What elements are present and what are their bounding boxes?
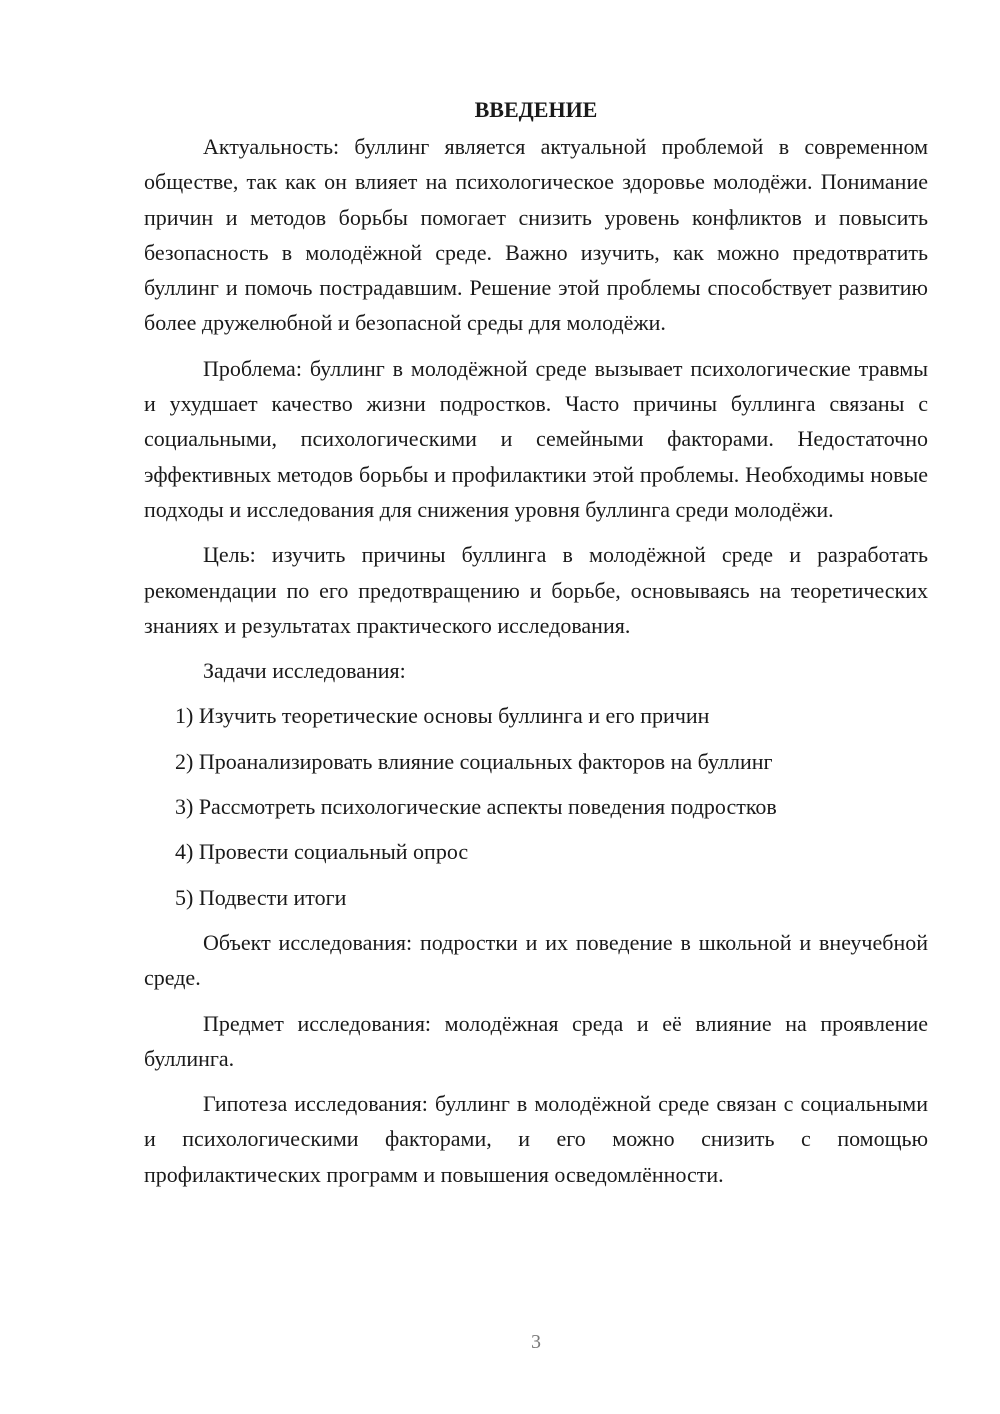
paragraph-goal: Цель: изучить причины буллинга в молодёжной среде и разработать рекомендации по его предотвращению и борьбе, основываясь на теоретических знаниях и результатах практического исследования.	[144, 542, 928, 638]
paragraph-subject: Предмет исследования: молодёжная среда и её влияние на проявление буллинга.	[144, 1010, 928, 1071]
section-heading: ВВЕДЕНИЕ	[474, 97, 598, 122]
task-item: 5) Подвести итоги	[175, 884, 347, 910]
task-list	[144, 698, 928, 914]
tasks-title: Задачи исследования:	[203, 658, 406, 684]
page-number: 3	[531, 1331, 541, 1353]
paragraph-relevance: Актуальность: буллинг является актуальной проблемой в современном обществе, так как он влияет на психологическое здоровье молодёжи. Понимание причин и методов борьбы помогает снизить уровень конфликтов и повысить безопасность в молодёжной среде. Важно изучить, как можно предотвратить буллинг и помочь пострадавшим. Решение этой проблемы способствует развитию более дружелюбной и безопасной среды для молодёжи.	[144, 134, 928, 336]
task-item: 4) Провести социальный опрос	[175, 839, 469, 865]
task-item: 1) Изучить теоретические основы буллинга и его причин	[175, 703, 710, 729]
task-item: 3) Рассмотреть психологические аспекты поведения подростков	[175, 794, 777, 820]
paragraph-hypothesis: Гипотеза исследования: буллинг в молодёжной среде связан с социальными и психологическими факторами, и его можно снизить с помощью профилактических программ и повышения осведомлённости.	[144, 1091, 928, 1187]
paragraph-problem: Проблема: буллинг в молодёжной среде вызывает психологические травмы и ухудшает качество жизни подростков. Часто причины буллинга связаны с социальными, психологическими и семейными факторами. Недостаточно эффективных методов борьбы и профилактики этой проблемы. Необходимы новые подходы и исследования для снижения уровня буллинга среди молодёжи.	[144, 355, 928, 522]
task-item: 2) Проанализировать влияние социальных факторов на буллинг	[175, 748, 773, 774]
paragraph-object: Объект исследования: подростки и их поведение в школьной и внеучебной среде.	[144, 929, 928, 991]
document-page	[144, 92, 928, 1202]
